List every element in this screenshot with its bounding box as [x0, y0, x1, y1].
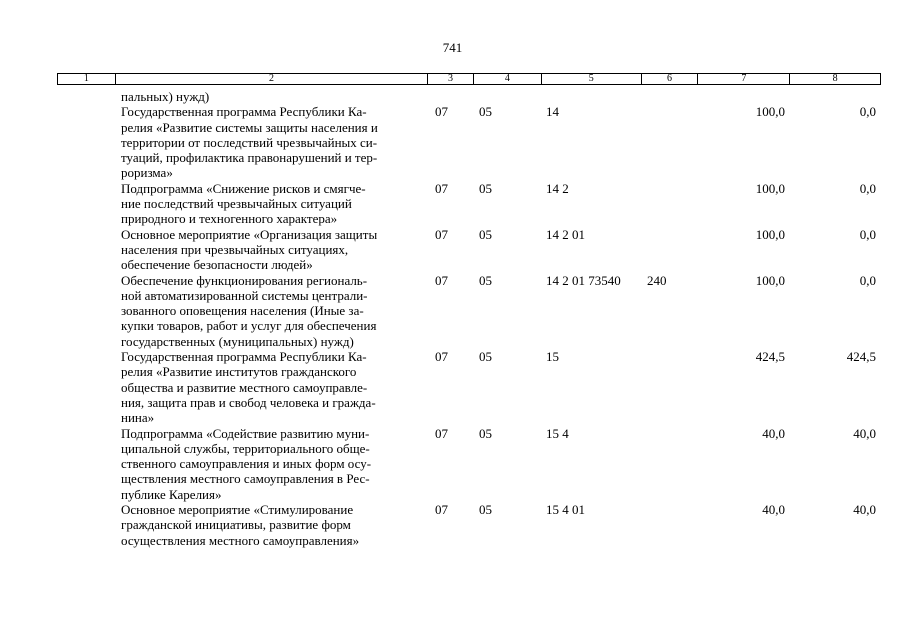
row-section: 07 [435, 425, 448, 441]
row-amount-1: 100,0 [755, 180, 785, 196]
row-section: 07 [435, 226, 448, 242]
row-amount-2: 0,0 [859, 104, 876, 120]
row-name: пальных) нужд) [121, 89, 210, 104]
table-row [0, 426, 905, 502]
row-name: Основное мероприятие «Стимулирование гражданской инициативы, развитие форм осуществления местного самоуправления» [121, 502, 360, 548]
row-section: 07 [435, 272, 448, 288]
row-target-code: 15 4 [546, 425, 569, 441]
table-row [0, 181, 905, 227]
table-row [0, 349, 905, 425]
row-amount-1: 424,5 [755, 349, 785, 365]
column-number-5: 5 [542, 74, 642, 84]
column-number-6: 6 [642, 74, 699, 84]
column-number-7: 7 [698, 74, 790, 84]
row-amount-1: 100,0 [755, 272, 785, 288]
column-number-4: 4 [474, 74, 542, 84]
row-subsection: 05 [479, 180, 492, 196]
row-amount-2: 424,5 [846, 349, 876, 365]
row-subsection: 05 [479, 502, 492, 518]
page-number: 741 [442, 40, 463, 55]
column-number-1: 1 [58, 74, 116, 84]
table-row [0, 227, 905, 273]
row-amount-1: 40,0 [762, 425, 785, 441]
row-subsection: 05 [479, 349, 492, 365]
row-section: 07 [435, 349, 448, 365]
row-subsection: 05 [479, 272, 492, 288]
row-section: 07 [435, 180, 448, 196]
row-name: Обеспечение функционирования региональ- ной автоматизированной системы централи- зованного оповещения населения (Иные за- купки товаров, работ и услуг для обеспечения государственных (муниципальных) нужд) [121, 272, 377, 349]
row-target-code: 14 2 01 [546, 226, 585, 242]
row-name: Подпрограмма «Содействие развитию муни- ципальной службы, территориального обще- ственного самоуправления и иных форм осу- ществления местного самоуправления в Рес- публике Карелия» [121, 425, 372, 502]
row-subsection: 05 [479, 226, 492, 242]
row-subsection: 05 [479, 104, 492, 120]
row-target-code: 15 [546, 349, 559, 365]
row-name: Государственная программа Республики Ка- релия «Развитие системы защиты населения и территории от последствий чрезвычайных си- туаций, профилактика правонарушений и тер- роризма» [121, 104, 378, 181]
row-target-code: 14 2 [546, 180, 569, 196]
row-amount-2: 0,0 [859, 180, 876, 196]
table-row-continuation [0, 89, 905, 104]
row-amount-2: 40,0 [853, 502, 876, 518]
row-amount-2: 0,0 [859, 226, 876, 242]
row-amount-1: 100,0 [755, 104, 785, 120]
column-number-8: 8 [832, 73, 838, 84]
row-name: Основное мероприятие «Организация защиты населения при чрезвычайных ситуациях, обеспечение безопасности людей» [121, 226, 378, 273]
row-target-code: 14 [546, 104, 559, 120]
row-subsection: 05 [479, 425, 492, 441]
column-number-3: 3 [428, 74, 474, 84]
row-section: 07 [435, 104, 448, 120]
row-name: Подпрограмма «Снижение рисков и смягче- ние последствий чрезвычайных ситуаций природного и техногенного характера» [121, 180, 366, 227]
column-number-2: 2 [116, 74, 428, 84]
table-row [0, 502, 905, 548]
row-target-code: 14 2 01 73540 [546, 272, 621, 288]
row-section: 07 [435, 502, 448, 518]
row-amount-1: 100,0 [755, 226, 785, 242]
row-amount-1: 40,0 [762, 502, 785, 518]
row-amount-2: 0,0 [859, 272, 876, 288]
row-expense-type: 240 [647, 272, 667, 288]
table-row [0, 273, 905, 349]
table-column-header [57, 73, 881, 85]
row-amount-2: 40,0 [853, 425, 876, 441]
row-name: Государственная программа Республики Ка- релия «Развитие институтов гражданского общества и развитие местного самоуправле- ния, защита прав и свобод человека и гражда- нина» [121, 349, 376, 426]
budget-table-body [0, 89, 905, 548]
row-target-code: 15 4 01 [546, 502, 585, 518]
table-row [0, 104, 905, 180]
